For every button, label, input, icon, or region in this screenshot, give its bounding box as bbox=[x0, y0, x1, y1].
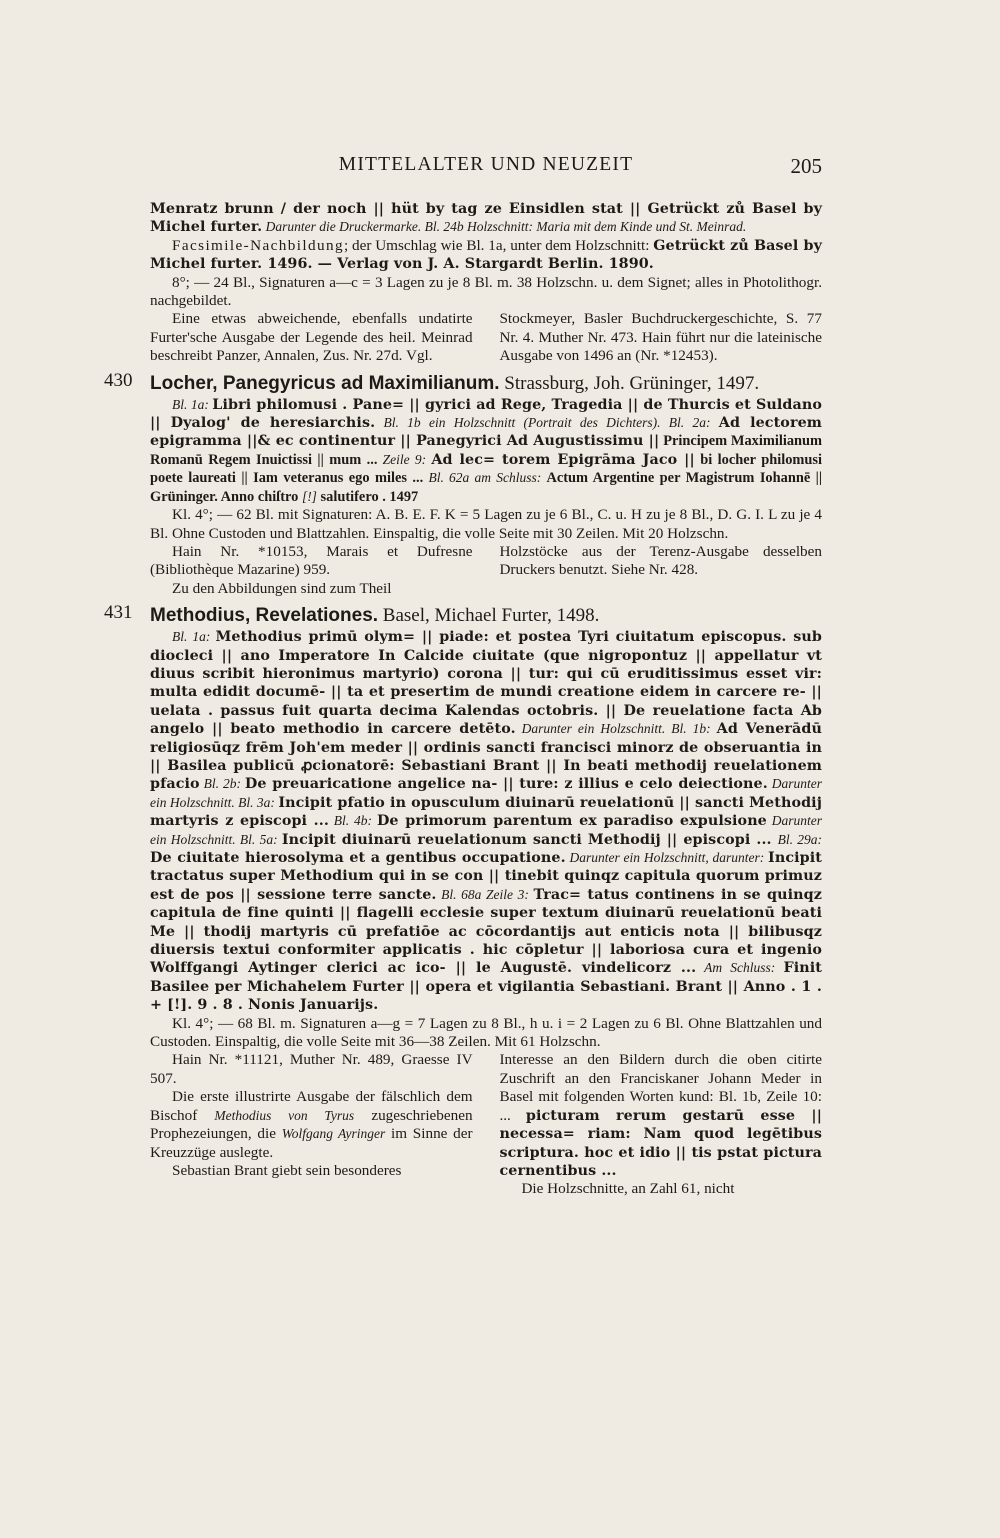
blackletter-text: Incipit pfatio in opusculum diuinarū reuelationū || sancti Methodij martyris z episcopi ... bbox=[150, 794, 822, 830]
leaf-ref: Darunter ein Holzschnitt. Bl. 5a: bbox=[150, 813, 823, 847]
blackletter-text: Ad lectorem epigramma ||& ec continentur || Panegyrici Ad Augustissimu || bbox=[150, 415, 823, 450]
leaf-ref: Bl. 2b: bbox=[199, 776, 245, 792]
entry-431-heading bbox=[104, 602, 822, 628]
leaf-ref: Darunter ein Holzschnitt. Bl. 3a: bbox=[150, 776, 823, 810]
blackletter-text: Ad Venerādū religiosūqz frēm Joh'em meder || ordinis sancti francisci minorz de obseruantia in || Basilea publicū ꝓcionatorē: Sebastiani Brant || In beati methodij reuelationem pfacio bbox=[150, 721, 822, 793]
leaf-ref: Am Schluss: bbox=[696, 960, 784, 976]
note-text: Interesse an den Bildern durch die oben citirte Zuschrift an den Franciskaner Johann Meder in Basel mit folgenden Worten kund: Bl. 1b, Zeile 10: ... bbox=[499, 1051, 822, 1124]
note-left: Eine etwas abweichende, ebenfalls undatirte Furter'sche Ausgabe der Legende des heil. Meinrad beschreibt Panzer, Annalen, Zus. Nr. 27d. Vgl. bbox=[150, 310, 473, 365]
leaf-ref: Bl. 29a: bbox=[777, 831, 822, 847]
note-italic: Methodius von Tyrus bbox=[214, 1107, 355, 1123]
blackletter-text: De ciuitate hierosolyma et a gentibus occupatione. bbox=[150, 850, 566, 866]
entry-number: 430 bbox=[104, 369, 133, 391]
note-left-1: Hain Nr. *11121, Muther Nr. 489, Graesse IV 507. bbox=[150, 1051, 473, 1087]
notes-right-column bbox=[499, 310, 822, 365]
leaf-ref: Darunter ein Holzschnitt. Bl. 1b: bbox=[515, 721, 717, 737]
notes-left-column bbox=[150, 310, 473, 365]
entry-430-heading bbox=[104, 369, 822, 396]
entry-number: 431 bbox=[104, 602, 133, 624]
editorial-mark: [!] bbox=[301, 488, 317, 504]
blackletter-text: De preuaricatione angelice na- || ture: z illius e celo deiectione. bbox=[244, 776, 768, 793]
leaf-ref: Bl. 62a am Schluss: bbox=[423, 470, 547, 486]
entry-429-notes bbox=[150, 310, 822, 365]
entry-430-collation: Kl. 4°; — 62 Bl. mit Signaturen: A. B. E. F. K = 5 Lagen zu je 6 Bl., C. u. H zu je 8 Bl., D. G. I. L zu je 4 Bl. Ohne Custoden und Blattzahlen. Einspaltig, die volle Seite mit 30 Zeilen. Mit 20 Holzschn. bbox=[150, 506, 822, 542]
entry-431-collation: Kl. 4°; — 68 Bl. m. Signaturen a—g = 7 Lagen zu 8 Bl., h u. i = 2 Lagen zu 6 Bl. Ohne Blattzahlen und Custoden. Einspaltig, die volle Seite mit 36—38 Zeilen. Mit 61 Holzschn. bbox=[150, 1014, 822, 1051]
leaf-ref: Bl. 1b ein Holzschnitt (Portrait des Dichters). Bl. 2a: bbox=[375, 415, 719, 431]
notes-right-column bbox=[499, 543, 822, 598]
facsimile-text: ; der Umschlag wie Bl. 1a, unter dem Holzschnitt: bbox=[343, 236, 650, 254]
note-left-1: Hain Nr. *10153, Marais et Dufresne (Bibliothèque Mazarine) 959. bbox=[150, 542, 473, 579]
notes-left-column bbox=[150, 543, 473, 598]
entry-430-notes bbox=[150, 543, 822, 598]
antiqua-text: Actum Argentine per Magistrum Iohannē || Grüninger. Anno chiſtro bbox=[150, 470, 823, 505]
note-right: Stockmeyer, Basler Buchdruckergeschichte, S. 77 Nr. 4. Muther Nr. 473. Hain führt nur die lateinische Ausgabe von 1496 an (Nr. *12453). bbox=[499, 310, 822, 365]
note-text: Die erste illustrirte Ausgabe der fälschlich dem Bischof bbox=[150, 1088, 473, 1124]
entry-430-description bbox=[150, 396, 822, 506]
blackletter-text: Methodius primū olym= || piade: et postea Tyri ciuitatum episcopus. sub diocleci || ano Imperatore In Calcide ciuitate (que nigropontuz || appellatur vt diuus scribit hieronimus martyrio) corona || tur: qui cū eruditissimus esset vir: multa edidit documē- || ta et presertim de mundi creatione eidem in carcere re- || uelata . passus fuit quarta decima Kalendas octobris. || De reuelatione facta Ab angelo || beato methodio in carcere detēto. bbox=[150, 629, 822, 738]
entry-imprint: Basel, Michael Furter, 1498. bbox=[378, 605, 600, 627]
leaf-ref: Zeile 9: bbox=[377, 451, 432, 467]
facsimile-note bbox=[150, 237, 822, 274]
entry-title: Locher, Panegyricus ad Maximilianum. bbox=[150, 372, 500, 394]
entry-title: Methodius, Revelationes. bbox=[150, 605, 379, 627]
entry-429-collation: 8°; — 24 Bl., Signaturen a—c = 3 Lagen zu je 8 Bl. m. 38 Holzschn. u. dem Signet; alles in Photolithogr. nachgebildet. bbox=[150, 273, 822, 310]
note-right-2: Die Holzschnitte, an Zahl 61, nicht bbox=[521, 1180, 735, 1198]
leaf-ref: Bl. 4b: bbox=[328, 813, 377, 829]
blackletter-quote: picturam rerum gestarū esse || necessa= riam: Nam quod legētibus scriptura. hoc et idio || tis pstat pictura cernentibus ... bbox=[499, 1107, 822, 1179]
running-title: MITTELALTER UND NEUZEIT bbox=[338, 154, 634, 175]
entry-429-title bbox=[150, 200, 822, 237]
leaf-ref: Darunter ein Holzschnitt, darunter: bbox=[565, 850, 769, 865]
note-left-2: Zu den Abbildungen sind zum Theil bbox=[172, 579, 392, 597]
blackletter-text: De primorum parentum ex paradiso expulsione bbox=[376, 813, 767, 830]
blackletter-text: Ad lec= torem Epigrāma Jaco || bbox=[431, 451, 695, 468]
entry-imprint: Strassburg, Joh. Grüninger, 1497. bbox=[499, 372, 760, 394]
blackletter-text: Incipit tractatus super Methodium qui in se con || tinebit quinqz capitula quorum primuz est de pos || sessione terre sancte. bbox=[150, 850, 822, 903]
entry-431-description bbox=[150, 628, 822, 1015]
facsimile-label: Facsimile-Nachbildung bbox=[172, 236, 344, 254]
page-number: 205 bbox=[790, 154, 822, 178]
antiqua-text: Principem Maximilianum Romanū Regem Inuictissi || mum ... bbox=[150, 433, 823, 468]
note-left-3: Sebastian Brant giebt sein besonderes bbox=[172, 1161, 402, 1179]
entry-430 bbox=[104, 369, 823, 598]
page-header bbox=[150, 150, 822, 186]
entry-431-notes bbox=[150, 1051, 822, 1198]
leaf-ref: Bl. 1a: bbox=[172, 396, 213, 412]
note-right-1 bbox=[499, 1051, 822, 1180]
page-body bbox=[104, 200, 823, 1199]
entry-431 bbox=[104, 602, 823, 1199]
blackletter-text: Finit Basilee per Michahelem Furter || opera et vigilantia Sebastiani. Brant || Anno . 1 . + [!]. 9 . 8 . Nonis Januarijs. bbox=[150, 960, 822, 1014]
note-left-2 bbox=[150, 1088, 473, 1162]
note-text: zugeschriebenen Prophezeiungen, die bbox=[150, 1106, 473, 1143]
note-right: Holzstöcke aus der Terenz-Ausgabe desselben Druckers benutzt. Siehe Nr. 428. bbox=[499, 542, 822, 579]
blackletter-title: Menratz brunn / der noch || hüt by tag ze Einsidlen stat || Getrückt zů Basel by Michel furter. bbox=[150, 201, 822, 236]
title-note: Darunter die Druckermarke. Bl. 24b Holzschnitt: Maria mit dem Kinde und St. Meinrad. bbox=[262, 219, 747, 235]
facsimile-imprint: Getrückt zů Basel by Michel furter. 1496. — Verlag von J. A. Stargardt Berlin. 1890. bbox=[150, 237, 822, 273]
leaf-ref: Bl. 68a Zeile 3: bbox=[436, 886, 534, 902]
note-text: im Sinne der Kreuzzüge auslegte. bbox=[150, 1125, 473, 1161]
leaf-ref: Bl. 1a: bbox=[172, 629, 216, 645]
blackletter-text: Trac= tatus continens in se quinqz capitula de fine quinti || flagelli ecclesie super textum diuinarū reuelationū beati Me || thodij martyris cū prefatiōe ac cōcordantijs aut enticis nota || bilibusqz diuersis textui conformiter applicatis . hic cōpletur || laboriosa cura et ingenio Wolffgangi Aytinger clerici ac ico- || le Augustē. vindelicorz ... bbox=[150, 886, 822, 977]
note-italic: Wolfgang Ayringer bbox=[281, 1126, 386, 1142]
antiqua-text: bi locher philomusi poete laureati || Iam veteranus ego miles ... bbox=[150, 451, 822, 487]
antiqua-text: salutifero . 1497 bbox=[316, 488, 419, 505]
notes-right-column bbox=[499, 1051, 822, 1198]
notes-left-column bbox=[150, 1051, 473, 1198]
blackletter-text: Incipit diuinarū reuelationum sancti Methodij || episcopi ... bbox=[281, 831, 778, 848]
entry-429 bbox=[150, 200, 822, 366]
blackletter-text: Libri philomusi . Pane= || gyrici ad Rege, Tragedia || de Thurcis et Suldano || Dyalog' de heresiarchis. bbox=[150, 396, 822, 432]
